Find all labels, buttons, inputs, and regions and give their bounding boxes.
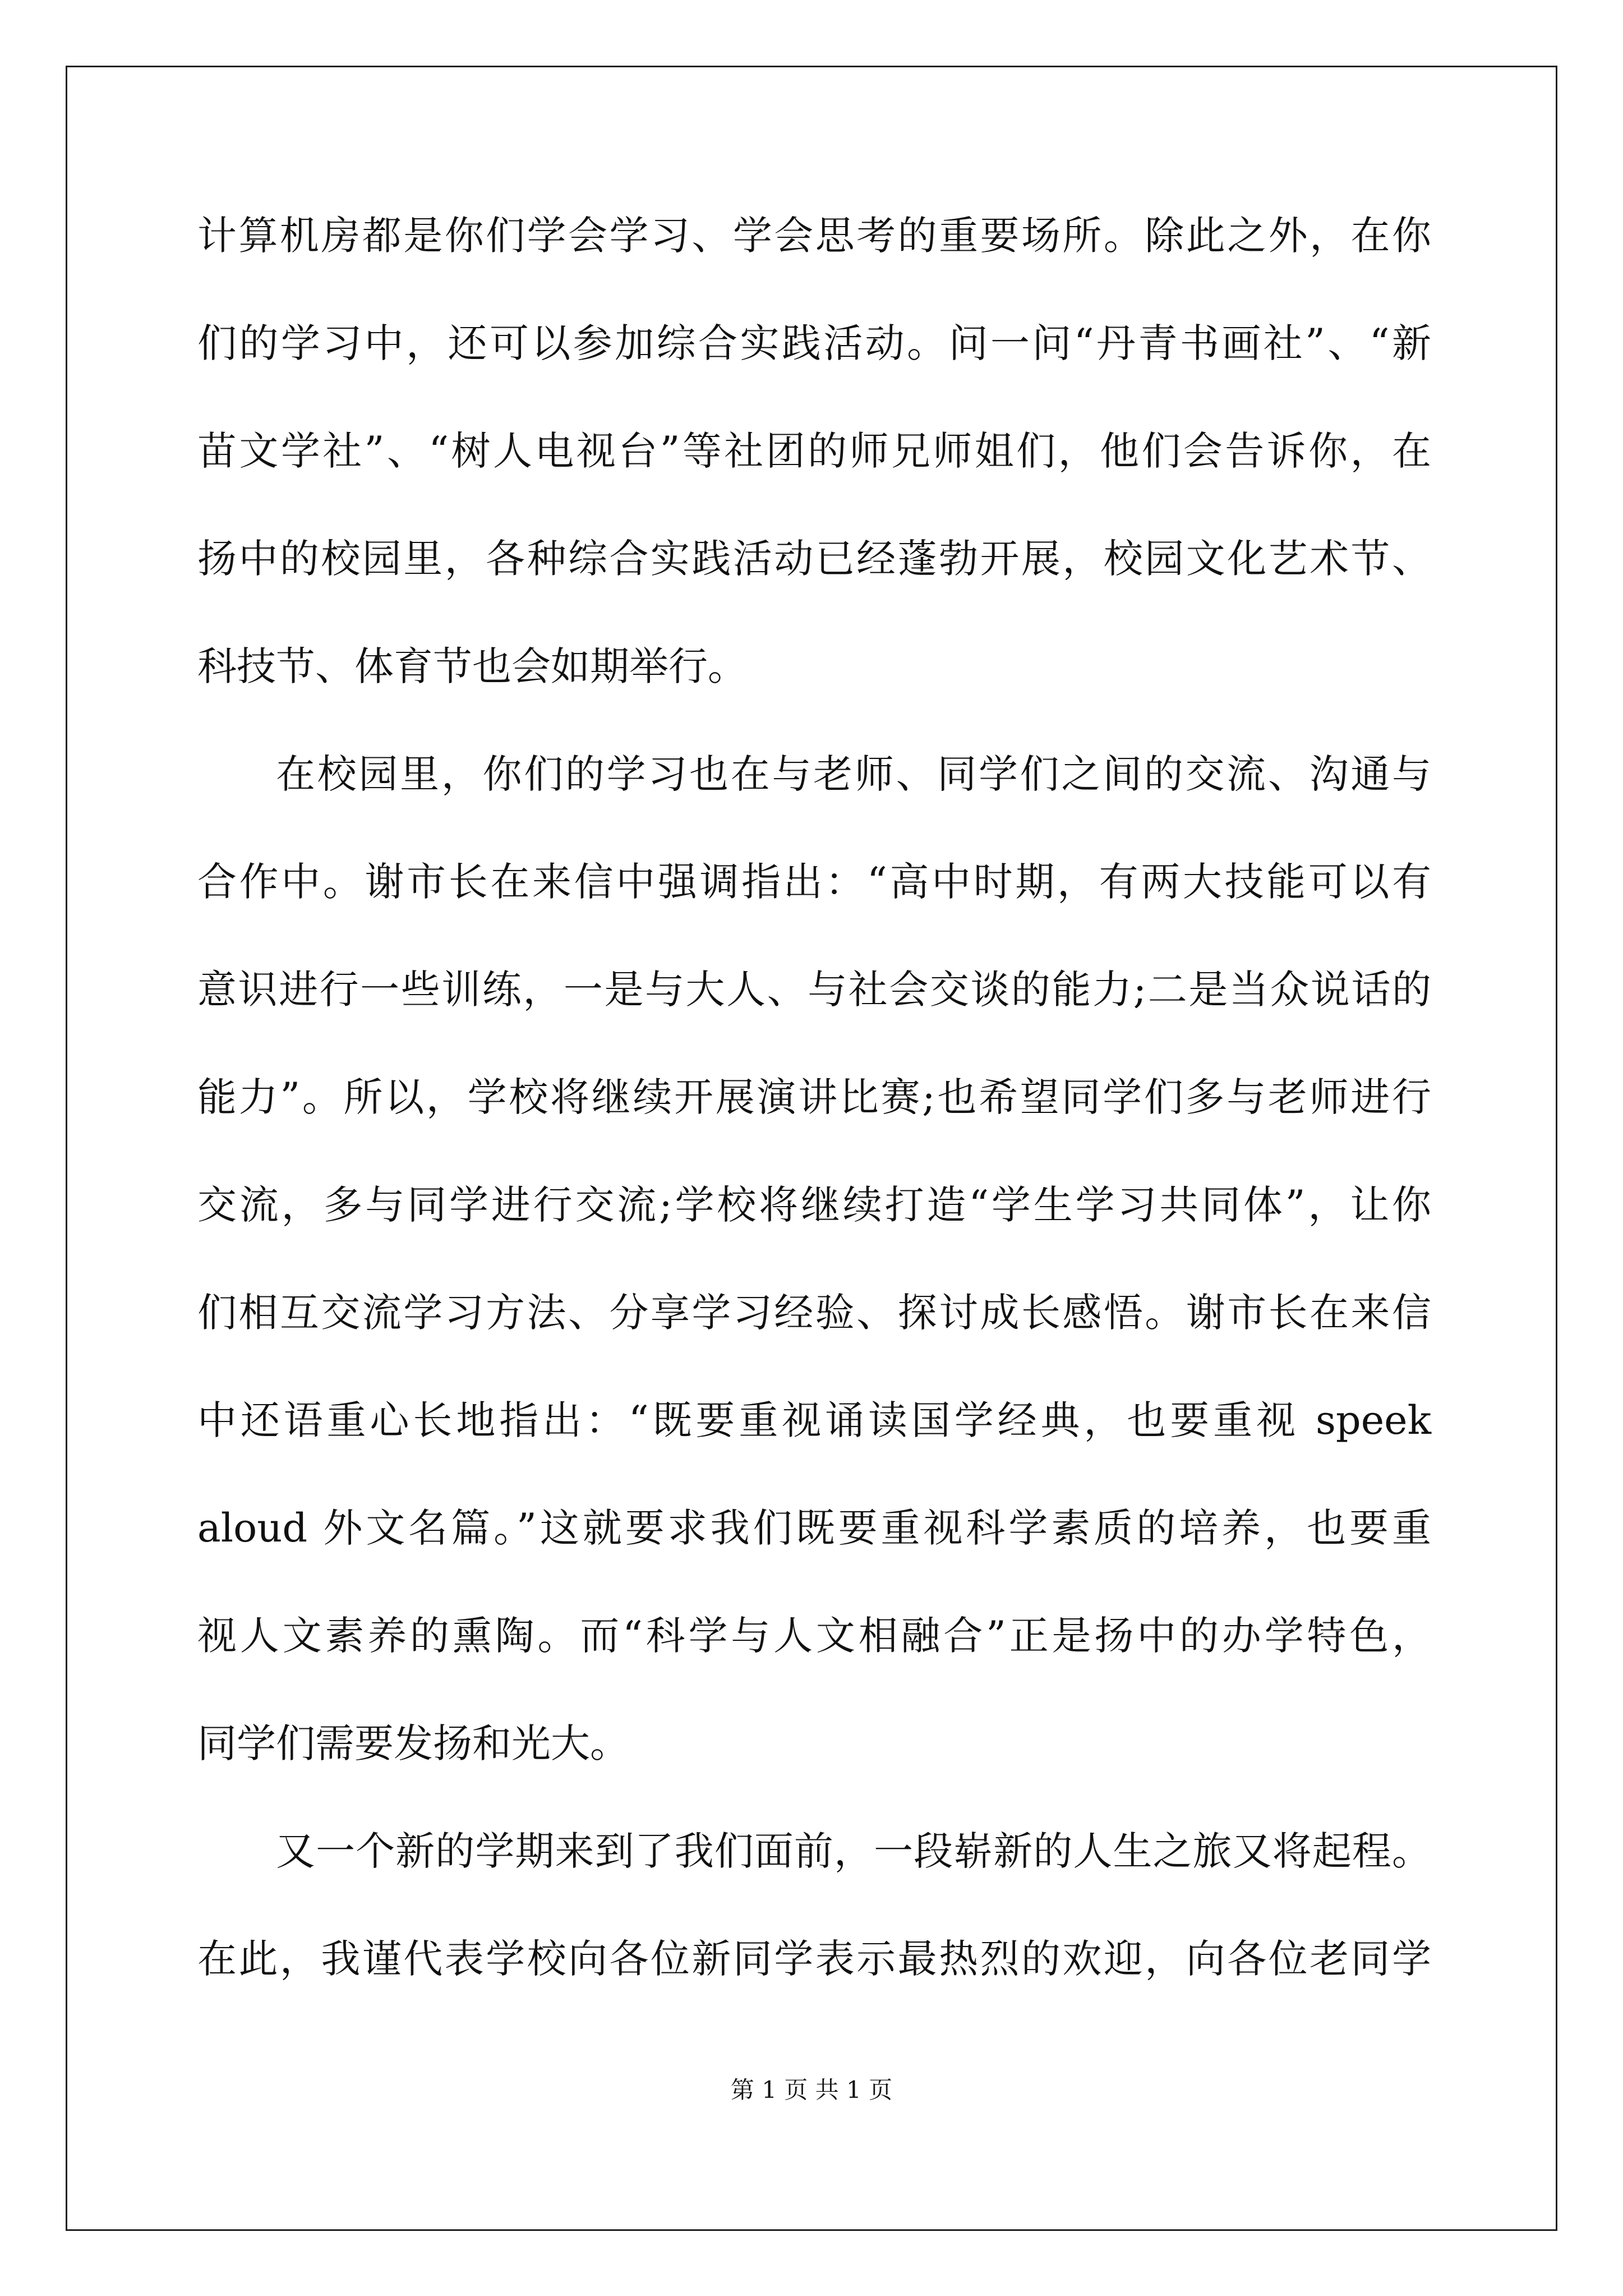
- page-number-footer: 第 1 页 共 1 页: [730, 2076, 893, 2104]
- paragraph-first-line: 在校园里，你们的学习也在与老师、同学们之间的交流、沟通与: [276, 751, 1431, 797]
- text-line: 科技节、体育节也会如期举行。: [197, 643, 747, 689]
- text-line: 在此，我谨代表学校向各位新同学表示最热烈的欢迎，向各位老同学: [197, 1936, 1431, 1982]
- text-line: 计算机房都是你们学会学习、学会思考的重要场所。除此之外，在你: [197, 213, 1431, 259]
- paragraph-first-line: 又一个新的学期来到了我们面前，一段崭新的人生之旅又将起程。: [276, 1828, 1431, 1874]
- text-line: 意识进行一些训练，一是与大人、与社会交谈的能力;二是当众说话的: [197, 967, 1431, 1013]
- text-line: 中还语重心长地指出：“既要重视诵读国学经典，也要重视 speek: [197, 1397, 1431, 1443]
- text-line: 能力”。所以，学校将继续开展演讲比赛;也希望同学们多与老师进行: [197, 1074, 1431, 1120]
- text-line: aloud 外文名篇。”这就要求我们既要重视科学素质的培养，也要重: [197, 1505, 1431, 1551]
- text-line: 视人文素养的熏陶。而“科学与人文相融合”正是扬中的办学特色，: [197, 1613, 1431, 1659]
- text-line: 合作中。谢市长在来信中强调指出：“高中时期，有两大技能可以有: [197, 859, 1431, 905]
- text-line: 苗文学社”、“树人电视台”等社团的师兄师姐们，他们会告诉你，在: [197, 428, 1431, 474]
- text-line: 们相互交流学习方法、分享学习经验、探讨成长感悟。谢市长在来信: [197, 1290, 1431, 1336]
- text-line: 们的学习中，还可以参加综合实践活动。问一问“丹青书画社”、“新: [197, 320, 1431, 366]
- text-line: 扬中的校园里，各种综合实践活动已经蓬勃开展，校园文化艺术节、: [197, 536, 1431, 582]
- text-line: 交流，多与同学进行交流;学校将继续打造“学生学习共同体”，让你: [197, 1182, 1431, 1228]
- text-line: 同学们需要发扬和光大。: [197, 1720, 629, 1766]
- page-border: [66, 66, 1557, 2231]
